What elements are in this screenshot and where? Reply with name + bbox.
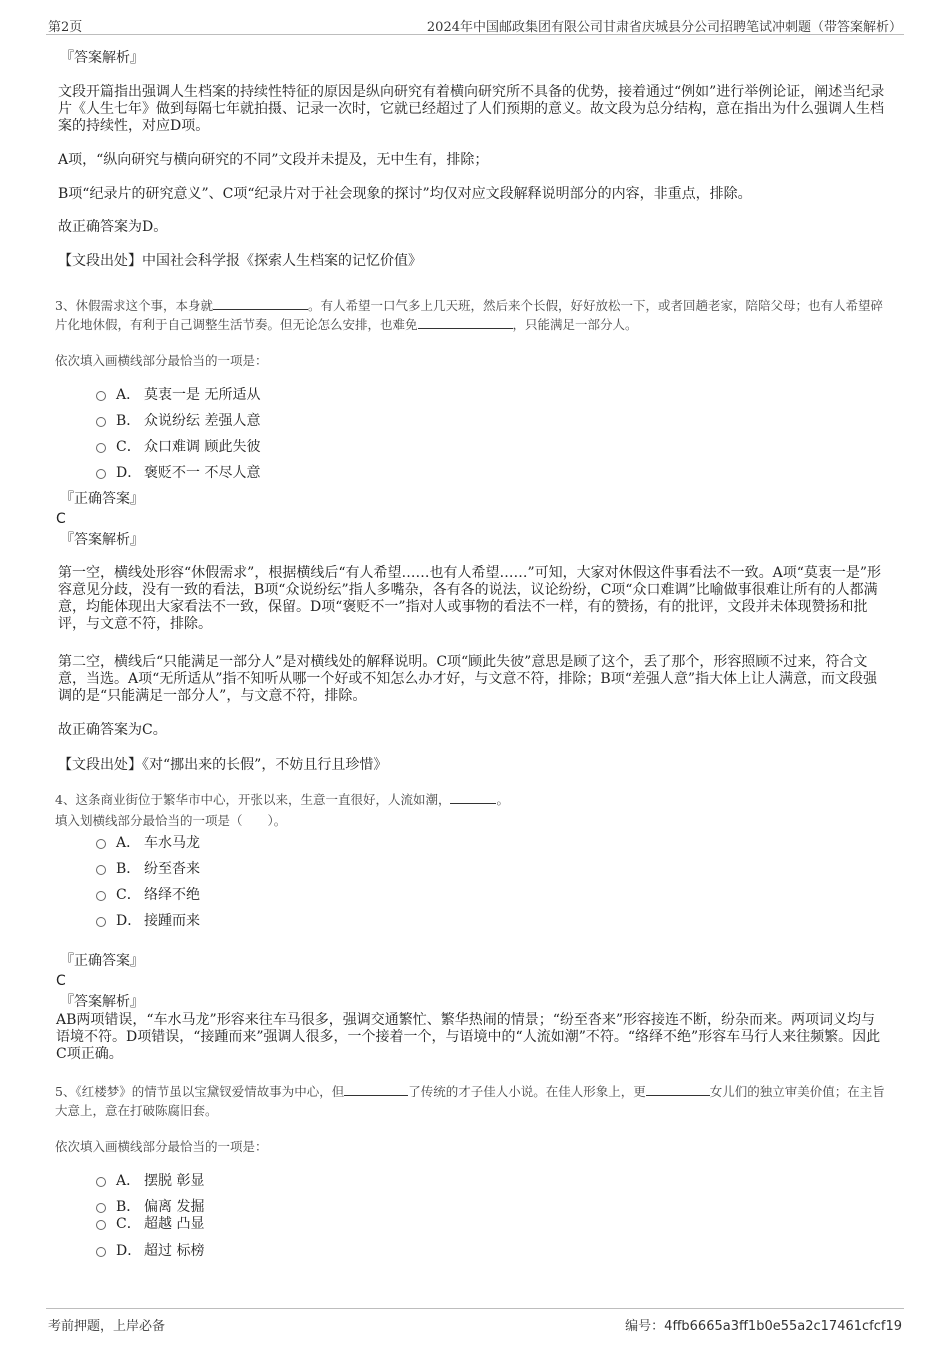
- q3-analysis-p1: 第一空，横线处形容“休假需求”，根据横线后“有人希望……也有人希望……”可知，大家对休假这件事看法不一致。A项“莫衷一是”形容意见分歧，没有一致的看法，B项“众说纷纭”指人多嘴杂，各有各的说法，议论纷纷，C项“众口难调”比喻做事很难让所有的人都满意，均能体现出大家看法不一致，保留。D项“褒贬不一”指对人或事物的看法不一样，有的赞扬，有的批评，文段并未体现赞扬和批评，与文意不符，排除。: [58, 565, 882, 632]
- q5-option-d[interactable]: D． 超过 标榜: [96, 1242, 204, 1260]
- q3-blank-1: [213, 297, 308, 310]
- q4-analysis-p1: AB两项错误，“车水马龙”形容来往车马很多，强调交通繁忙、繁华热闹的情景；“纷至沓来”形容接连不断，纷杂而来。两项词义均与语境不符。D项错误，“接踵而来”强调人很多，一个接着一个，与语境中的“人流如潮”不符。“络绎不绝”形容车马行人来往频繁。因此C项正确。: [56, 1012, 881, 1062]
- q4-option-b[interactable]: B． 纷至沓来: [96, 860, 200, 878]
- q5-stem: 5、《红楼梦》的情节虽以宝黛钗爱情故事为中心，但 了传统的才子佳人小说。在佳人形象上，更 女儿们的独立审美价值；在主旨大意上，意在打破陈腐旧套。: [55, 1084, 885, 1118]
- q3-answer: C: [56, 511, 66, 527]
- radio-icon[interactable]: [96, 891, 106, 901]
- q4-option-c[interactable]: C． 络绎不绝: [96, 886, 200, 904]
- correct-answer-label: 『正确答案』: [60, 953, 144, 969]
- analysis-label: 『答案解析』: [60, 994, 144, 1010]
- radio-icon[interactable]: [96, 443, 106, 453]
- q5-option-a[interactable]: A． 摆脱 彰显: [96, 1172, 204, 1190]
- q2-analysis-p1: 文段开篇指出强调人生档案的持续性特征的原因是纵向研究有着横向研究所不具备的优势，接着通过“例如”进行举例论证，阐述当纪录片《人生七年》做到每隔七年就拍摄、记录一次时，它就已经超过了人们预期的意义。故文段为总分结构，意在指出为什么强调人生档案的持续性，对应D项。: [58, 84, 885, 134]
- radio-icon[interactable]: [96, 839, 106, 849]
- q3-source: 【文段出处】《对“挪出来的长假”，不妨且行且珍惜》: [58, 757, 388, 773]
- q3-blank-2: [418, 316, 513, 329]
- q3-option-b[interactable]: B． 众说纷纭 差强人意: [96, 412, 260, 430]
- page-footer: [46, 1308, 904, 1335]
- radio-icon[interactable]: [96, 1203, 106, 1213]
- q4-answer: C: [56, 973, 66, 989]
- q4-option-a[interactable]: A． 车水马龙: [96, 834, 200, 852]
- footer-slogan: 考前押题，上岸必备: [48, 1319, 166, 1334]
- q2-analysis-p3: B项“纪录片的研究意义”、C项“纪录片对于社会现象的探讨”均仅对应文段解释说明部分的内容，非重点，排除。: [58, 186, 752, 202]
- q4-prompt: 填入划横线部分最恰当的一项是（ ）。: [55, 813, 287, 828]
- radio-icon[interactable]: [96, 865, 106, 875]
- q3-option-a[interactable]: A． 莫衷一是 无所适从: [96, 386, 260, 404]
- q3-analysis-p3: 故正确答案为C。: [58, 722, 167, 738]
- page-number: 第2页: [48, 20, 83, 35]
- q5-option-b[interactable]: B． 偏离 发掘: [96, 1198, 204, 1216]
- q3-prompt: 依次填入画横线部分最恰当的一项是：: [55, 353, 268, 368]
- q3-stem: 3、休假需求这个事，本身就 。有人希望一口气多上几天班，然后来个长假，好好放松一下，或者回趟老家，陪陪父母；也有人希望碎片化地休假，有利于自己调整生活节奏。但无论怎么安排，也难免 ，只能满足一部分人。: [55, 298, 883, 332]
- radio-icon[interactable]: [96, 917, 106, 927]
- correct-answer-label: 『正确答案』: [60, 491, 144, 507]
- q4-stem: 4、这条商业街位于繁华市中心，开张以来，生意一直很好，人流如潮， 。: [55, 792, 509, 807]
- q3-option-d[interactable]: D． 褒贬不一 不尽人意: [96, 464, 260, 482]
- analysis-label: 『答案解析』: [60, 532, 144, 548]
- analysis-label: 『答案解析』: [60, 50, 144, 66]
- q3-analysis-p2: 第二空，横线后“只能满足一部分人”是对横线处的解释说明。C项“顾此失彼”意思是顾了这个，丢了那个，形容照顾不过来，符合文意，当选。A项“无所适从”指不知听从哪一个好或不知怎么办才好，与文意不符，排除；B项“差强人意”指大体上让人满意，而文段强调的是“只能满足一部分人”，与文意不符，排除。: [58, 654, 878, 704]
- radio-icon[interactable]: [96, 417, 106, 427]
- document-title: 2024年中国邮政集团有限公司甘肃省庆城县分公司招聘笔试冲刺题（带答案解析）: [426, 20, 902, 35]
- document-id: 编号：4ffb6665a3ff1b0e55a2c17461cfcf19: [625, 1319, 902, 1334]
- q5-prompt: 依次填入画横线部分最恰当的一项是：: [55, 1139, 268, 1154]
- q4-blank: [450, 791, 496, 804]
- radio-icon[interactable]: [96, 1177, 106, 1187]
- q5-blank-2: [646, 1083, 710, 1096]
- q4-option-d[interactable]: D． 接踵而来: [96, 912, 200, 930]
- radio-icon[interactable]: [96, 1247, 106, 1257]
- q3-option-c[interactable]: C． 众口难调 顾此失彼: [96, 438, 260, 456]
- radio-icon[interactable]: [96, 1220, 106, 1230]
- q2-source: 【文段出处】中国社会科学报《探索人生档案的记忆价值》: [58, 253, 422, 269]
- page-header: [46, 14, 904, 35]
- q5-blank-1: [344, 1083, 408, 1096]
- q2-analysis-p2: A项，“纵向研究与横向研究的不同”文段并未提及，无中生有，排除；: [58, 152, 489, 168]
- q5-option-c[interactable]: C． 超越 凸显: [96, 1215, 204, 1233]
- radio-icon[interactable]: [96, 391, 106, 401]
- radio-icon[interactable]: [96, 469, 106, 479]
- q2-analysis-p4: 故正确答案为D。: [58, 219, 168, 235]
